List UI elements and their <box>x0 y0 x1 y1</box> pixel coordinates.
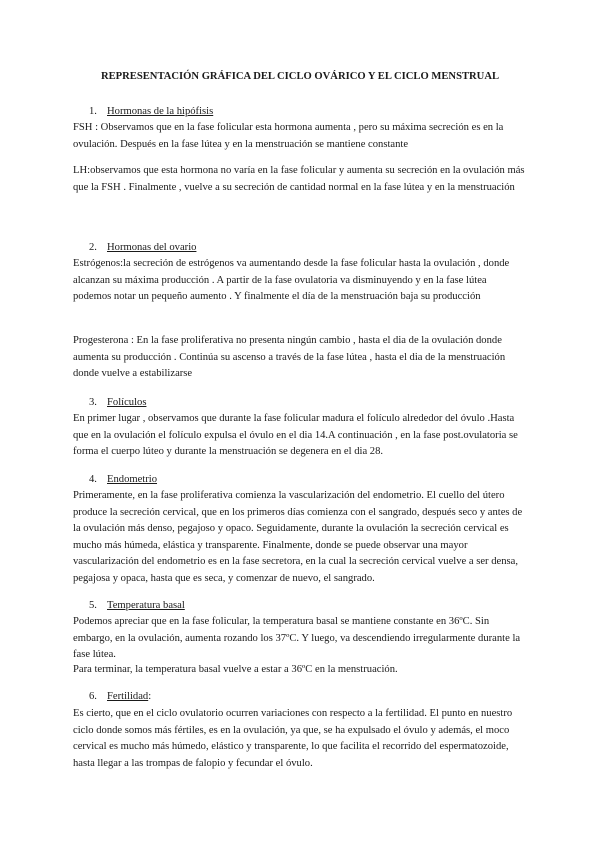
section-5-heading <box>89 600 185 611</box>
section-number: 1. <box>89 106 97 117</box>
section-number: 2. <box>89 242 97 253</box>
section-6-heading <box>89 691 151 702</box>
section-title: Folículos <box>107 397 147 408</box>
section-number: 6. <box>89 691 97 702</box>
section-title: Temperatura basal <box>107 600 185 611</box>
section-title-suffix: : <box>148 691 152 702</box>
paragraph: Estrógenos:la secreción de estrógenos va aumentando desde la fase folicular hasta la ovulación , donde alcanzan su máxima producción . A partir de la fase ovulatoria va disminuyendo y en la fase lútea podemos notar un pequeño aumento . Y finalmente el día de la menstruación baja su producción <box>73 258 510 302</box>
section-1-heading <box>89 106 213 117</box>
paragraph: Primeramente, en la fase proliferativa comienza la vascularización del endometrio. El cuello del útero produce la secreción cervical, que en los primeros días comienza con el sangrado, después seco y antes de la ovulación más denso, pegajoso y opaco. Seguidamente, durante la ovulación la secreción cervical es mucho más húmeda, elástica y transparente. Finalmente, donde se puede observar una mayor vascularización del endometrio es en la fase secretora, en la cual la secreción cervical vuelve a ser densa, pegajosa y opaca, hasta que es seca, y comenzar de nuevo, el sangrado. <box>73 490 523 584</box>
section-4-heading <box>89 474 157 485</box>
section-number: 3. <box>89 397 97 408</box>
paragraph: Podemos apreciar que en la fase folicular, la temperatura basal se mantiene constante en 36ºC. Sin embargo, en la ovulación, aumenta rozando los 37ºC. Y luego, va descendiendo irregularmente durante la fase lútea. <box>73 616 521 660</box>
section-3-heading <box>89 397 146 408</box>
section-title: Hormonas del ovario <box>107 242 197 253</box>
section-2-heading <box>89 242 196 253</box>
section-title: Fertilidad <box>107 691 149 702</box>
paragraph: Progesterona : En la fase proliferativa no presenta ningún cambio , hasta el dia de la ovulación donde aumenta su producción . Continúa su ascenso a través de la fase lútea , hasta el dia de la menstruación donde vuelve a estabilizarse <box>73 335 506 379</box>
paragraph: En primer lugar , observamos que durante la fase folicular madura el folículo alrededor del óvulo .Hasta que en la ovulación el folículo expulsa el óvulo en el dia 14.A continuación , en la fase post.ovulatoria se forma el cuerpo lúteo y durante la menstruación se degenera en el dia 28. <box>73 413 518 457</box>
paragraph: FSH : Observamos que en la fase folicular esta hormona aumenta , pero su máxima secreción es en la ovulación. Después en la fase lútea y en la menstruación se mantiene constante <box>73 122 504 150</box>
section-title: Hormonas de la hipófisis <box>107 106 214 117</box>
paragraph: LH:observamos que esta hormona no varía en la fase folicular y aumenta su secreción en la ovulación más que la FSH . Finalmente , vuelve a su secreción de cantidad normal en la fase lútea y en la menstruación <box>73 165 525 193</box>
paragraph: Es cierto, que en el ciclo ovulatorio ocurren variaciones con respecto a la fertilidad. El punto en nuestro ciclo donde somos más fértiles, es en la ovulación, ya que, se ha expulsado el óvulo y además, el moco cervical es mucho más húmedo, elástico y transparente, lo que facilita el recorrido del espermatozoide, hasta llegar a las trompas de falopio y fecundar el óvulo. <box>73 708 513 769</box>
paragraph: Para terminar, la temperatura basal vuelve a estar a 36ºC en la menstruación. <box>73 664 398 675</box>
document-title: REPRESENTACIÓN GRÁFICA DEL CICLO OVÁRICO Y EL CICLO MENSTRUAL <box>100 71 500 82</box>
section-number: 5. <box>89 600 97 611</box>
section-number: 4. <box>89 474 97 485</box>
section-title: Endometrio <box>107 474 158 485</box>
